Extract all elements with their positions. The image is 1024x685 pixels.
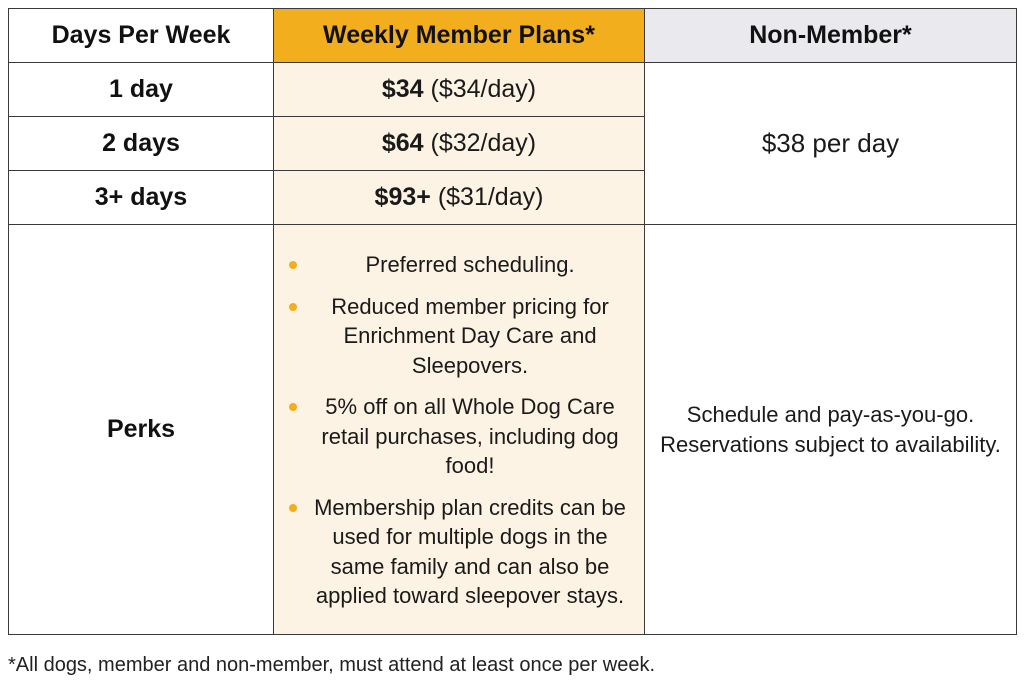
- table-row: [9, 63, 1017, 117]
- non-member-header: Non-Member*: [645, 9, 1017, 63]
- member-price-cell: [274, 117, 645, 171]
- member-perks-list: [274, 236, 644, 611]
- list-item: [286, 392, 634, 481]
- member-price: $93+: [374, 183, 431, 211]
- bullet-dot-icon: [289, 261, 297, 269]
- list-item: [286, 292, 634, 381]
- perk-text: Reduced member pricing for Enrichment Day Care and Sleepovers.: [331, 293, 609, 378]
- perks-row: [9, 225, 1017, 635]
- days-per-week-header: Days Per Week: [9, 9, 274, 63]
- member-price-per-day: ($32/day): [430, 129, 537, 157]
- list-item: [286, 493, 634, 611]
- member-price: $34: [381, 75, 424, 103]
- member-price-cell: [274, 171, 645, 225]
- perk-text: Preferred scheduling.: [365, 252, 575, 278]
- member-perks-cell: [274, 225, 645, 635]
- days-label: 1 day: [9, 63, 274, 117]
- member-price-per-day: ($34/day): [430, 75, 537, 103]
- days-label: 2 days: [9, 117, 274, 171]
- header-row: [9, 9, 1017, 63]
- non-member-price: $38 per day: [645, 63, 1017, 225]
- member-price-per-day: ($31/day): [437, 183, 544, 211]
- perk-text: Membership plan credits can be used for multiple dogs in the same family and can also be applied toward sleepover stays.: [314, 494, 626, 609]
- list-item: [286, 250, 634, 280]
- days-label: 3+ days: [9, 171, 274, 225]
- member-price-cell: [274, 63, 645, 117]
- bullet-dot-icon: [289, 303, 297, 311]
- bullet-dot-icon: [289, 504, 297, 512]
- member-price: $64: [381, 129, 424, 157]
- non-member-perks: Schedule and pay-as-you-go. Reservations subject to availability.: [645, 225, 1017, 635]
- perks-label: Perks: [9, 225, 274, 635]
- bullet-dot-icon: [289, 403, 297, 411]
- pricing-table: [8, 8, 1017, 635]
- perk-text: 5% off on all Whole Dog Care retail purchases, including dog food!: [321, 394, 619, 479]
- footnote: *All dogs, member and non-member, must attend at least once per week.: [8, 654, 656, 676]
- member-plans-header: Weekly Member Plans*: [274, 9, 645, 63]
